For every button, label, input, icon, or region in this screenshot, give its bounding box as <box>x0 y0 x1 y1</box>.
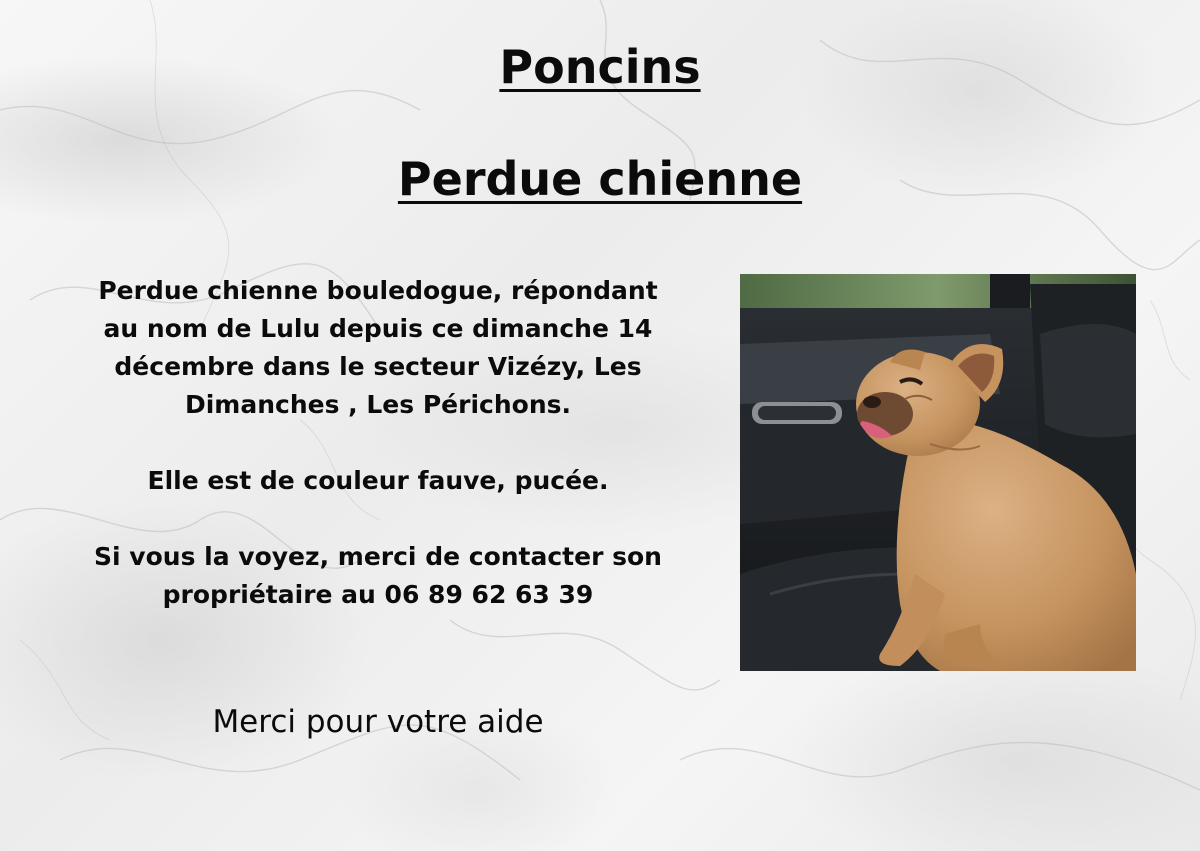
page-title: Poncins <box>499 40 701 94</box>
color-paragraph: Elle est de couleur fauve, pucée. <box>147 466 609 495</box>
contact-paragraph: Si vous la voyez, merci de contacter son propriétaire au 06 89 62 63 39 <box>94 542 662 609</box>
dog-photo-illustration <box>740 274 1136 671</box>
thanks-text: Merci pour votre aide <box>212 704 544 740</box>
dog-photo <box>740 274 1136 671</box>
description-paragraph: Perdue chienne bouledogue, répondant au nom de Lulu depuis ce dimanche 14 décembre dans le secteur Vizézy, Les Dimanches , Les Périchons. <box>98 276 658 419</box>
notice-body <box>78 272 678 652</box>
page-subtitle: Perdue chienne <box>397 152 803 206</box>
